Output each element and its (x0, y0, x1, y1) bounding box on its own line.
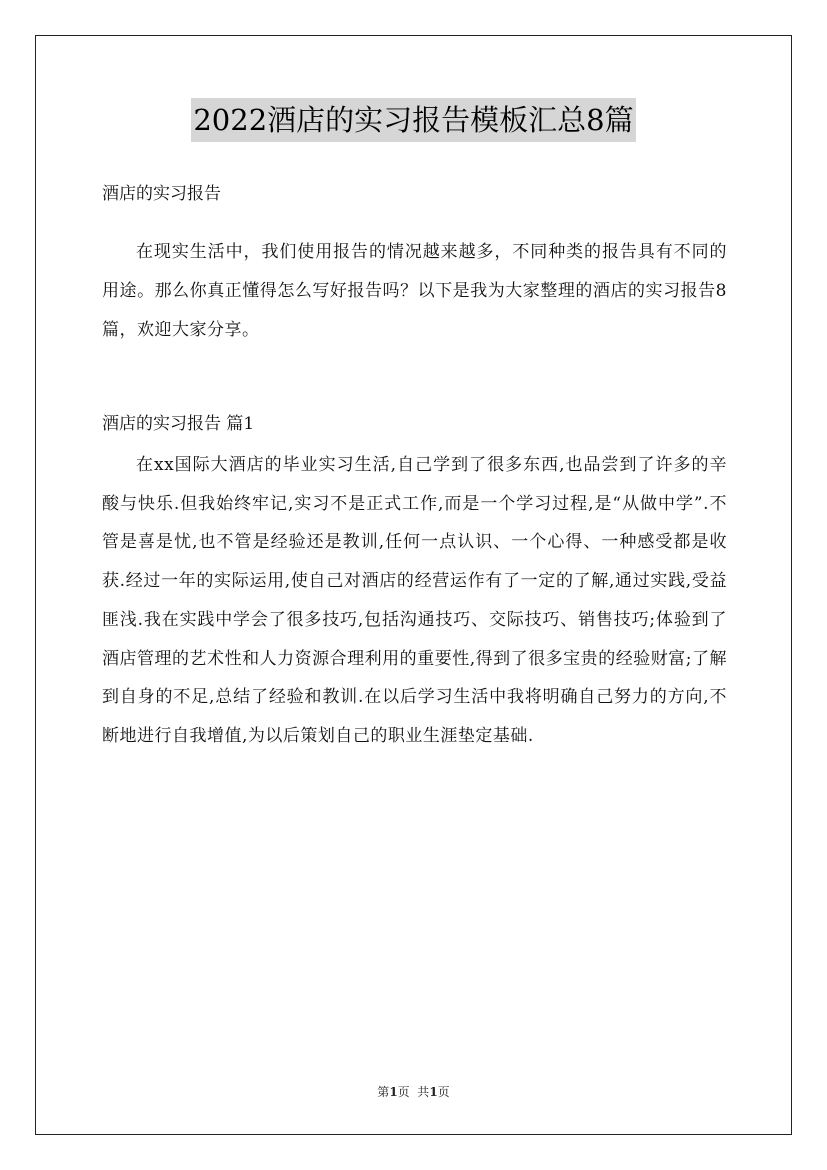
page-label-prefix: 第 (377, 1085, 390, 1099)
page-footer (0, 1083, 827, 1100)
page-label-mid: 页 共 (397, 1085, 430, 1099)
page-current: 1 (389, 1085, 398, 1099)
document-body (102, 172, 727, 756)
page-label-suffix: 页 (437, 1085, 450, 1099)
page-total: 1 (429, 1085, 438, 1099)
section1-paragraph: 在xx国际大酒店的毕业实习生活,自己学到了很多东西,也品尝到了许多的辛酸与快乐.但我始终牢记,实习不是正式工作,而是一个学习过程,是“从做中学”.不管是喜是忧,也不管是经验还是教训,任何一点认识、一个心得、一种感受都是收获.经过一年的实际运用,使自己对酒店的经营运作有了一定的了解,通过实践,受益匪浅.我在实践中学会了很多技巧,包括沟通技巧、交际技巧、销售技巧;体验到了酒店管理的艺术性和人力资源合理利用的重要性,得到了很多宝贵的经验财富;了解到自身的不足,总结了经验和教训.在以后学习生活中我将明确自己努力的方向,不断地进行自我增值,为以后策划自己的职业生涯垫定基础. (102, 455, 727, 746)
intro-heading: 酒店的实习报告 (102, 184, 221, 204)
section-spacer (102, 350, 727, 402)
section1-heading: 酒店的实习报告 篇1 (102, 414, 255, 434)
document-title: 2022酒店的实习报告模板汇总8篇 (191, 98, 635, 142)
intro-paragraph: 在现实生活中，我们使用报告的情况越来越多，不同种类的报告具有不同的用途。那么你真正懂得怎么写好报告吗？以下是我为大家整理的酒店的实习报告8篇，欢迎大家分享。 (102, 242, 727, 340)
title-container (0, 98, 827, 142)
